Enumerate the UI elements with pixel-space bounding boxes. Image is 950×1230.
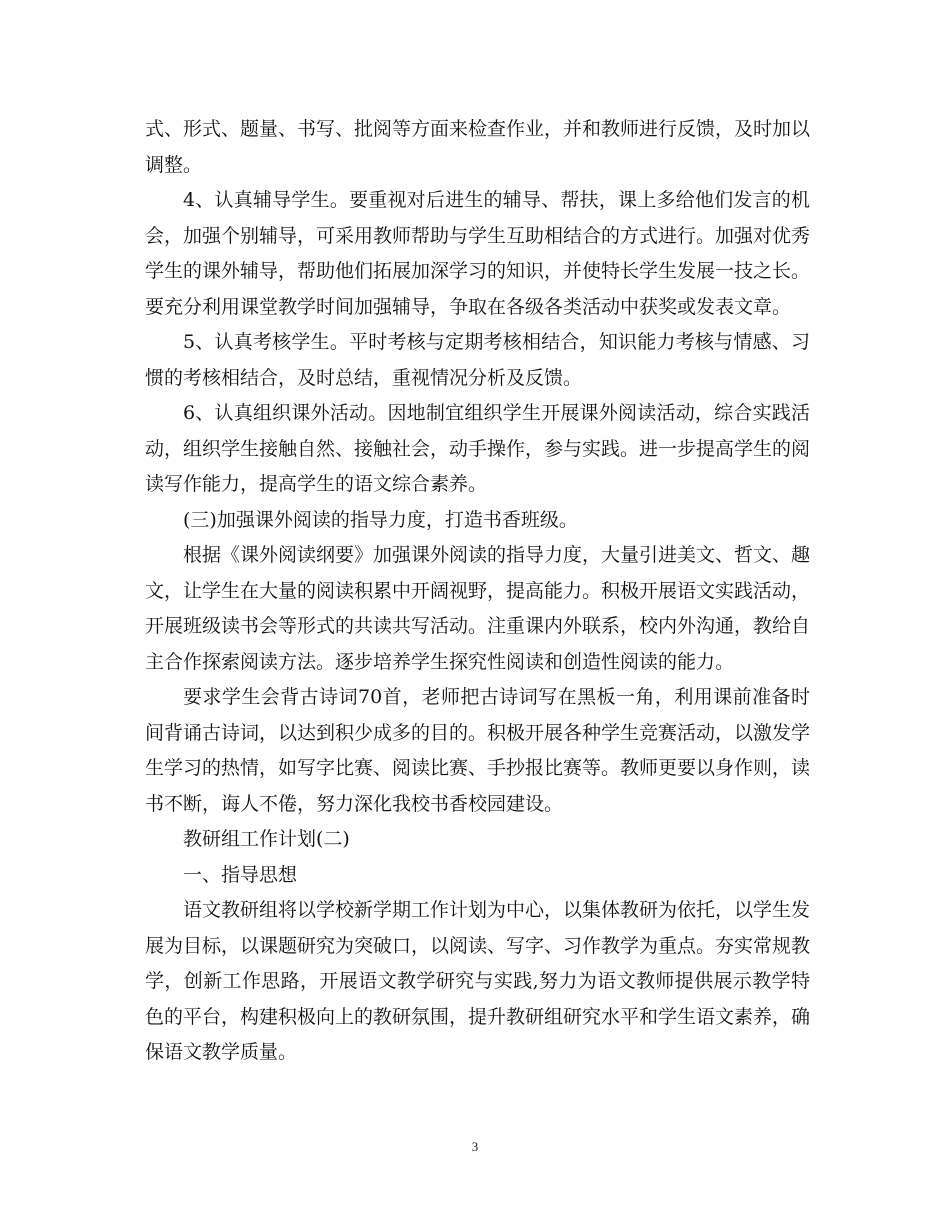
paragraph-tutoring-students: 4、认真辅导学生。要重视对后进生的辅导、帮扶，课上多给他们发言的机会，加强个别辅导，可采用教师帮助与学生互助相结合的方式进行。加强对优秀学生的课外辅导，帮助他们拓展加深学习的知识，并使特长学生发展一技之长。要充分利用课堂教学时间加强辅导，争取在各级各类活动中获奖或发表文章。 bbox=[145, 189, 811, 318]
heading-guiding-ideology: 一、指导思想 bbox=[183, 863, 298, 886]
paragraph-reading-outline: 根据《课外阅读纲要》加强课外阅读的指导力度，大量引进美文、哲文、趣文，让学生在大量的阅读积累中开阔视野，提高能力。积极开展语文实践活动，开展班级读书会等形式的共读共写活动。注重课内外联系，校内外沟通，教给自主合作探索阅读方法。逐步培养学生探究性阅读和创造性阅读的能力。 bbox=[145, 544, 811, 673]
paragraph-poetry-recitation: 要求学生会背古诗词70首，老师把古诗词写在黑板一角，利用课前准备时间背诵古诗词，以达到积少成多的目的。积极开展各种学生竞赛活动，以激发学生学习的热情，如写字比赛、阅读比赛、手抄报比赛等。教师更要以身作则，读书不断，诲人不倦，努力深化我校书香校园建设。 bbox=[145, 686, 811, 815]
page-body bbox=[145, 112, 810, 1071]
paragraph-extracurricular-activities: 6、认真组织课外活动。因地制宜组织学生开展课外阅读活动，综合实践活动，组织学生接触自然、接触社会，动手操作，参与实践。进一步提高学生的阅读写作能力，提高学生的语文综合素养。 bbox=[145, 402, 811, 495]
heading-work-plan-two: 教研组工作计划(二) bbox=[183, 828, 350, 850]
paragraph-continued-homework: 式、形式、题量、书写、批阅等方面来检查作业，并和教师进行反馈，及时加以调整。 bbox=[145, 118, 811, 176]
section-heading-reading-guidance: (三)加强课外阅读的指导力度，打造书香班级。 bbox=[183, 508, 578, 531]
page-number: 3 bbox=[471, 1139, 479, 1154]
paragraph-guiding-ideology: 语文教研组将以学校新学期工作计划为中心，以集体教研为依托，以学生发展为目标，以课题研究为突破口，以阅读、写字、习作教学为重点。夯实常规教学，创新工作思路，开展语文教学研究与实践,努力为语文教师提供展示教学特色的平台，构建积极向上的教研氛围，提升教研组研究水平和学生语文素养，确保语文教学质量。 bbox=[145, 899, 811, 1063]
paragraph-assessing-students: 5、认真考核学生。平时考核与定期考核相结合，知识能力考核与情感、习惯的考核相结合，及时总结，重视情况分析及反馈。 bbox=[145, 331, 810, 389]
